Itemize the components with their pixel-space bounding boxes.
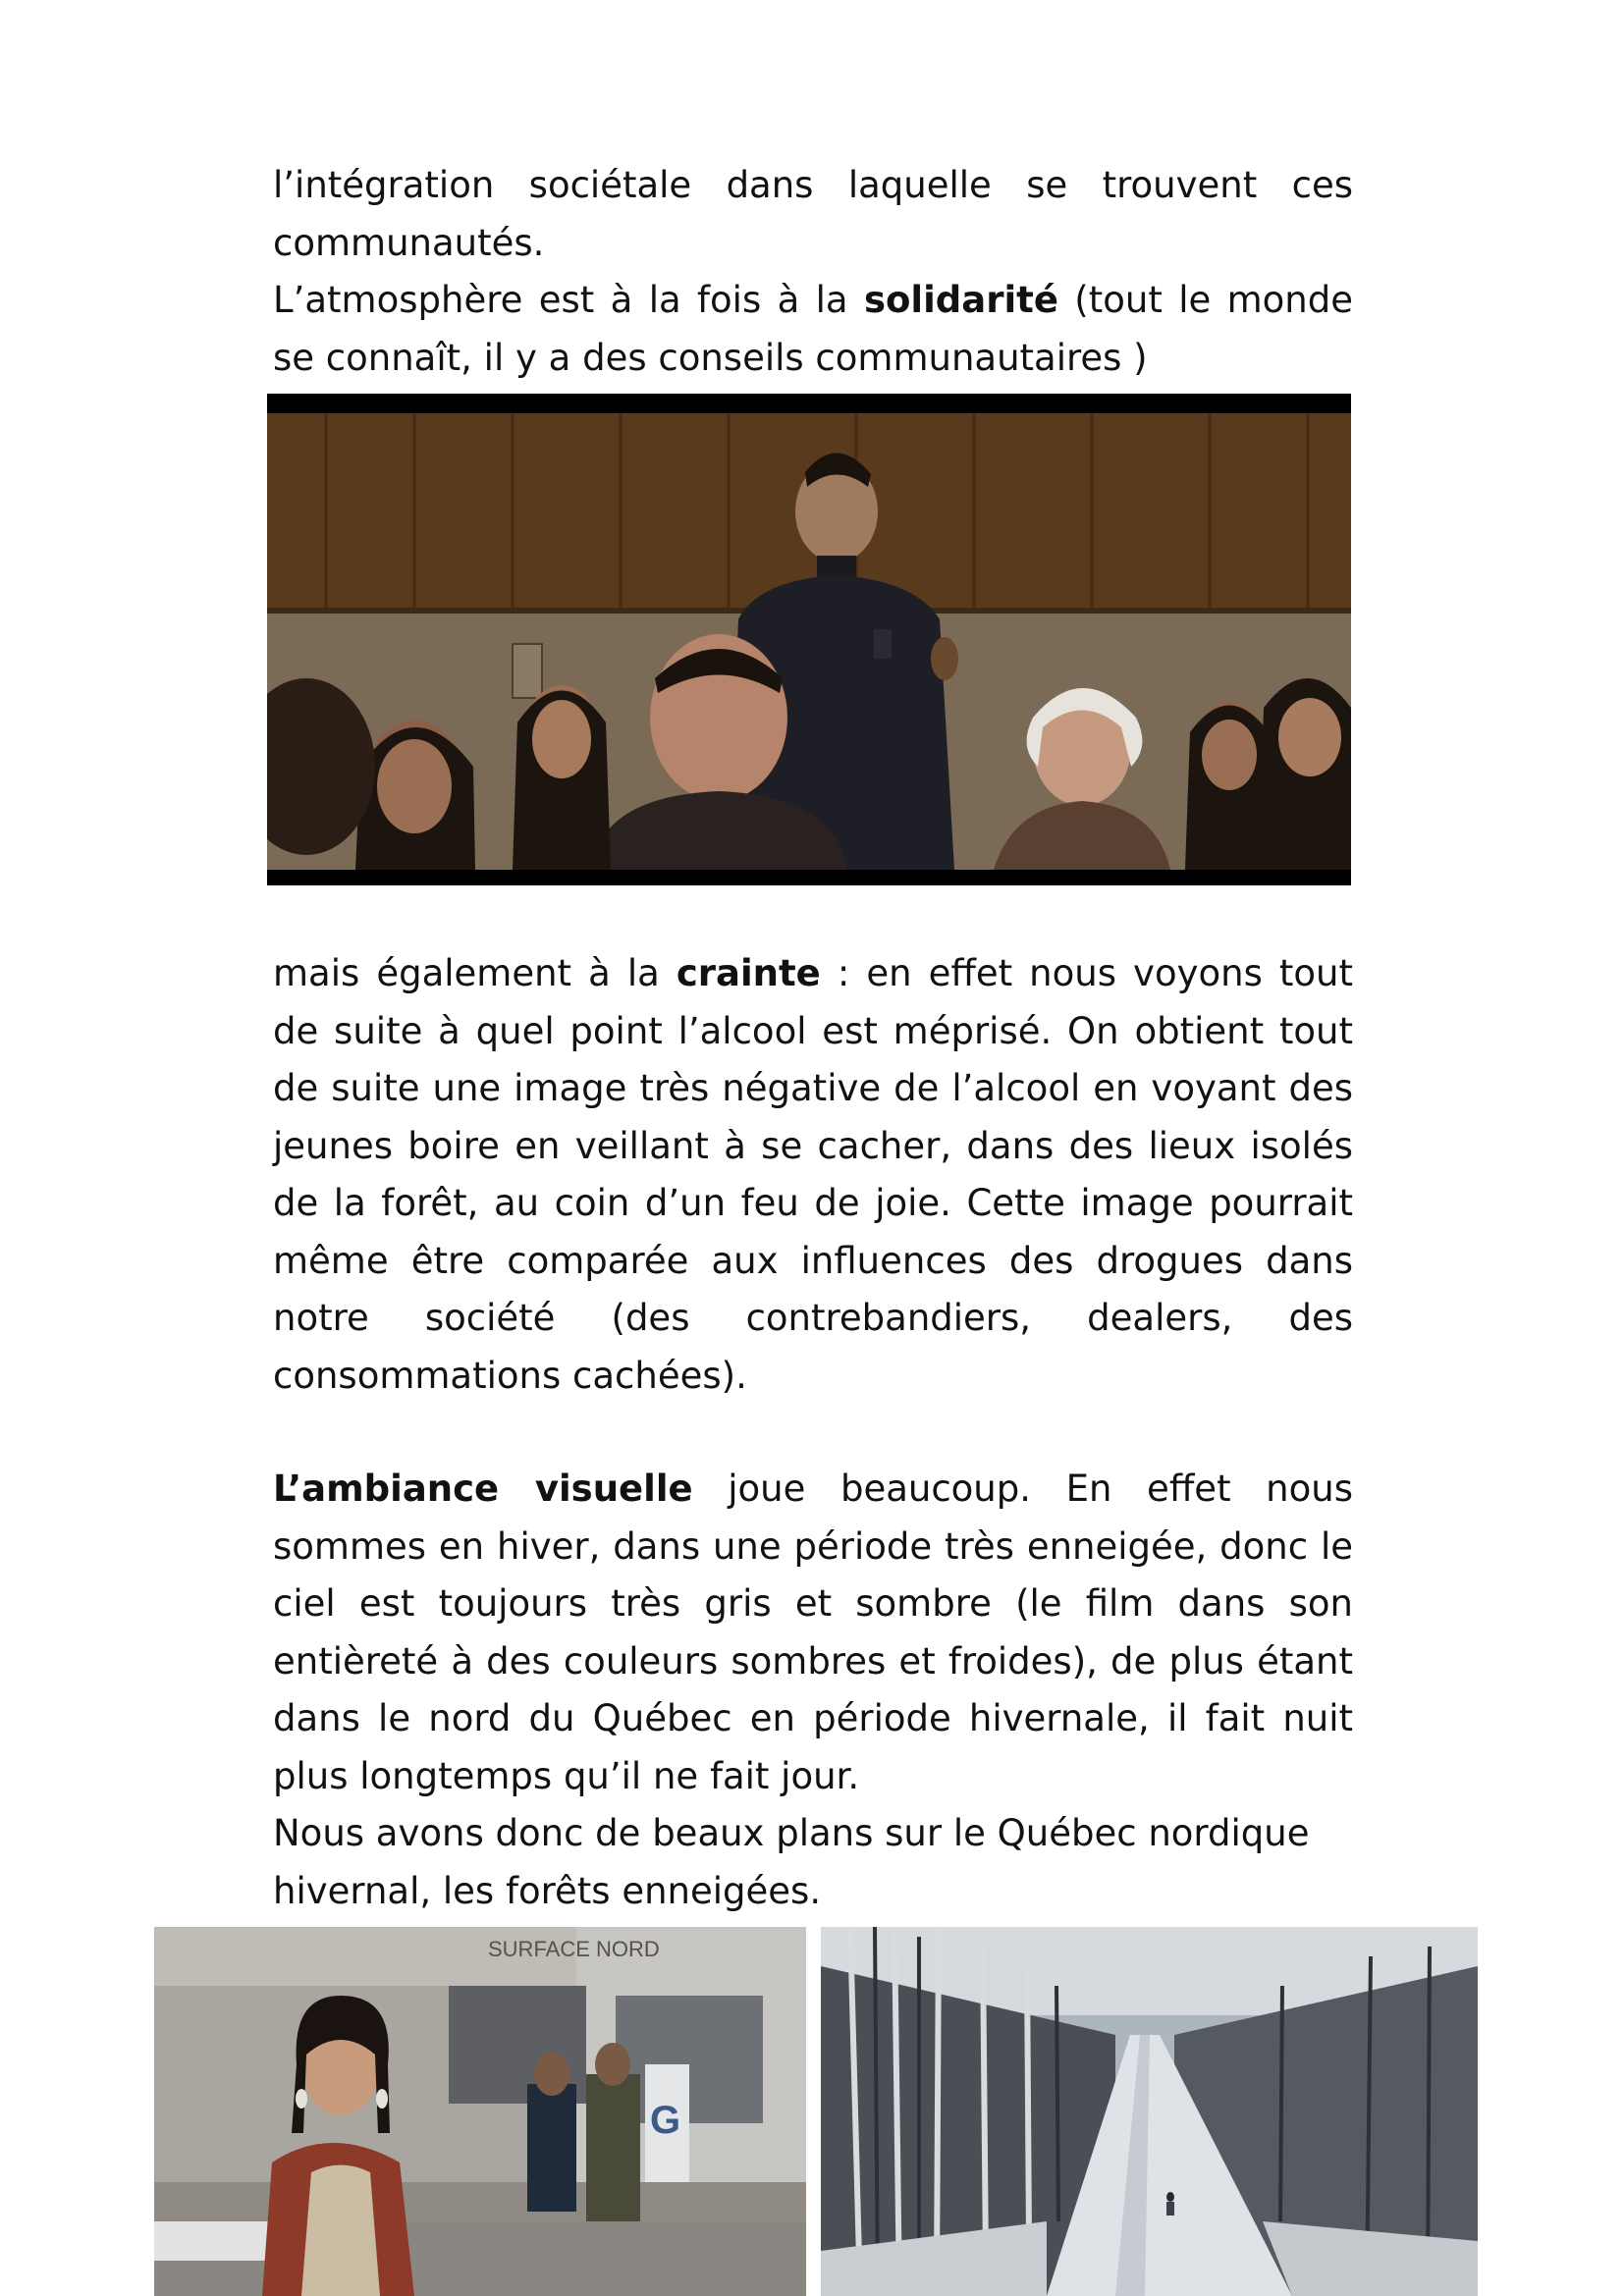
intro-line-1: l’intégration sociétale dans laquelle se trouvent ces [273,164,1353,206]
nous-avons-line: Nous avons donc de beaux plans sur le Québec nordique [273,1812,1310,1854]
hivernal-line: hivernal, les forêts enneigées. [273,1869,822,1912]
ambiance-paragraph [273,1461,1353,1920]
snowy-forest-road-still [821,1927,1478,2296]
solidarite-keyword: solidarité [863,279,1058,321]
intro-paragraph [273,157,1353,387]
ambiance-visuelle-keyword: L’ambiance visuelle [273,1468,693,1510]
crainte-intro: mais également à la [273,952,677,994]
crainte-body: : en effet nous voyons tout de suite à quel point l’alcool est méprisé. On obtient tout de suite une image très négative de l’alcool en voyant des jeunes boire en veillant à se cacher, dans des lieux isolés de la forêt, au coin d’un feu de joie. Cette image pourrait même être comparée aux influences des drogues dans notre société (des contrebandiers, dealers, des consommations cachées). [273,952,1353,1397]
svg-text:G: G [650,2099,681,2142]
crainte-keyword: crainte [676,952,821,994]
atmosphere-sentence-end: (tout le monde se connaît, il y a des conseils communautaires ) [273,279,1353,379]
ambiance-body: joue beaucoup. En effet nous sommes en hiver, dans une période très enneigée, donc le ciel est toujours très gris et sombre (le film dans son entièreté à des couleurs sombres et froides), de plus étant dans le nord du Québec en période hivernale, il fait nuit plus longtemps qu’il ne fait jour. [273,1468,1353,1797]
atmosphere-sentence [273,272,1353,387]
community-meeting-still [267,394,1351,885]
crainte-text [273,945,1353,1405]
ambiance-text [273,1461,1353,1805]
woman-store-still [154,1927,806,2296]
atmosphere-sentence-start: L’atmosphère est à la fois à la [273,279,864,321]
store-sign: SURFACE NORD [488,1937,660,1961]
intro-line-2: communautés. [273,221,545,264]
crainte-paragraph [273,945,1353,1405]
